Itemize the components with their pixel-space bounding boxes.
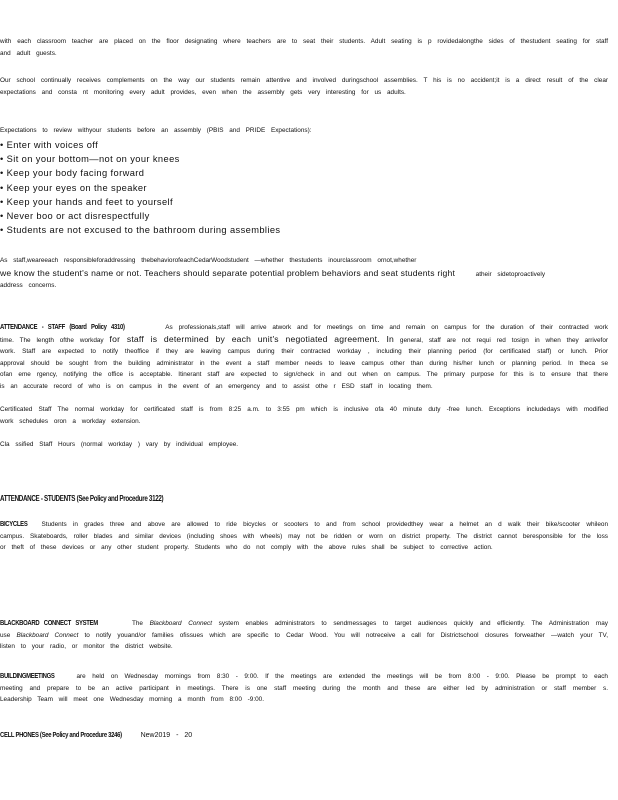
section-heading: ATTENDANCE - STAFF (Board Policy 4310) (0, 322, 125, 331)
section-text: The (131, 620, 143, 627)
section-lead-text-large: for staff is determined by each unit's negotiated agreement. In (109, 333, 395, 344)
paragraph-text-line (0, 267, 608, 281)
list-item: • Students are not excused to the bathroom during assemblies (0, 225, 281, 236)
list-item: • Keep your body facing forward (0, 168, 145, 179)
product-name: Blackboard Connect (149, 620, 213, 627)
section-text: system enables administrators to sendmessages to target audiences quickly and efficiently. The Administration may use (0, 620, 608, 639)
classified-staff-hours: Cla ssified Staff Hours (normal workday ) vary by individual employee. (0, 441, 239, 448)
paragraph-assembly-behavior (0, 75, 608, 98)
certificated-staff-hours: Certificated Staff The normal workday for certificated staff is from 8:25 a.m. to 3:55 pm which is inclusive ofa 40 minute duty -free lunch. Exceptions includedays with modified work schedules oron a workday extension. (0, 406, 608, 425)
revision-note: New2019 - 20 (140, 732, 193, 739)
section-body (0, 617, 608, 653)
section-body (0, 518, 608, 554)
paragraph-text-large: we know the student's name or not. Teachers should separate potential problem behaviors and seat students right (0, 267, 456, 278)
paragraph-staff-responsibility (0, 255, 608, 292)
section-text: Students in grades three and above are allowed to ride bicycles or scooters to and from school providedthey wear a helmet an d walk their bike/scooter whileon campus. Skateboards, roller blades and similar devices (including shoes with wheels) may not be ridden or worn on district property. The district cannot beresponsible for the loss or theft of these devices or any other student property. Students who do not comply with the above rules shall be subject to corrective action. (0, 521, 608, 551)
section-lead-text: As professionals,staff will arrive atwork and for meetings on time and remain on campus for the duration of their contracted work time. The length ofthe workday (0, 324, 608, 344)
section-attendance-staff (0, 321, 608, 451)
list-item: • Never boo or act disrespectfully (0, 211, 150, 222)
section-text: to notify youand/or families ofissues which are specific to Cedar Wood. You will notreceive a call for Districtschool closures forweather —watch your TV, listen to your radio, or monitor the district website. (0, 631, 608, 650)
list-item: • Keep your eyes on the speaker (0, 182, 147, 193)
section-heading: ATTENDANCE - STUDENTS (See Policy and Procedure 3122) (0, 494, 164, 503)
section-cell-phones (0, 724, 608, 742)
paragraph-text: Our school continually receives complements on the way our students remain attentive and involved duringschool assemblies. T his is no accident;it is a direct result of the clear expectations and consta nt monitoring every adult provides, even when the assembly gets very interesting for us adults. (0, 77, 608, 96)
list-item: • Keep your hands and feet to yourself (0, 196, 173, 207)
expectations-list (0, 138, 608, 237)
paragraph-text: address concerns. (0, 282, 57, 289)
section-text: general, staff are not requi red tosign in when they arrivefor work. Staff are expected to notify theoffice if they are leaving campus during their contracted workday , including their planning period (for certificated staff) or lunch. Prior approval should be sought from the building administrator in the event a staff member needs to leave campus other than during his/her lunch or planning period. In theca se ofan eme rgency, notifying the office is acceptable. Itinerant staff are expected to sign/check in and out when on campus. The primary purpose for this is to ensure that there is an accurate record of who is on campus in the event of an emergency and to assist othe r ESD staff in locating them. (0, 336, 609, 390)
section-blackboard-connect (0, 617, 608, 653)
section-heading: BLACKBOARD CONNECT SYSTEM (0, 618, 98, 627)
paragraph-text: As staff,weareeach responsibleforaddressing thebehaviorofeachCedarWoodstudent —whether thestudents inourclassroom ornot,whether (0, 257, 417, 264)
section-bicycles (0, 518, 608, 554)
section-text: are held on Wednesday mornings from 8:30 - 9:00. If the meetings are extended the meetings will be from 8:00 - 9:00. Please be prompt to each meeting and prepare to be an active participant in meetings. There is one staff meeting during the month and these are either led by administration or staff member s. Leadership Team will meet one Wednesday morning a month from 8:00 -9:00. (0, 673, 608, 703)
paragraph-expectations-intro (0, 125, 608, 137)
section-body (0, 670, 608, 706)
section-building-meetings (0, 670, 608, 706)
list-item: • Enter with voices off (0, 140, 99, 150)
section-attendance-students (0, 488, 608, 506)
product-name: Blackboard Connect (16, 631, 79, 639)
section-heading: CELL PHONES (See Policy and Procedure 3246) (0, 730, 122, 739)
paragraph-text-small: atheir sidetoproactively (475, 270, 546, 278)
paragraph-seating (0, 36, 608, 59)
section-body (0, 321, 608, 392)
paragraph-text: with each classroom teacher are placed on the floor designating where teachers are to seat their students. Adult seating is p rovidedalongthe sides of thestudent seating for staff and adult guests. (0, 38, 608, 57)
section-heading: BUILDINGMEETINGS (0, 671, 55, 680)
paragraph-text: Expectations to review withyour students before an assembly (PBIS and PRIDE Expectations): (0, 127, 312, 134)
list-item: • Sit on your bottom—not on your knees (0, 154, 180, 165)
section-heading: BICYCLES (0, 519, 28, 528)
